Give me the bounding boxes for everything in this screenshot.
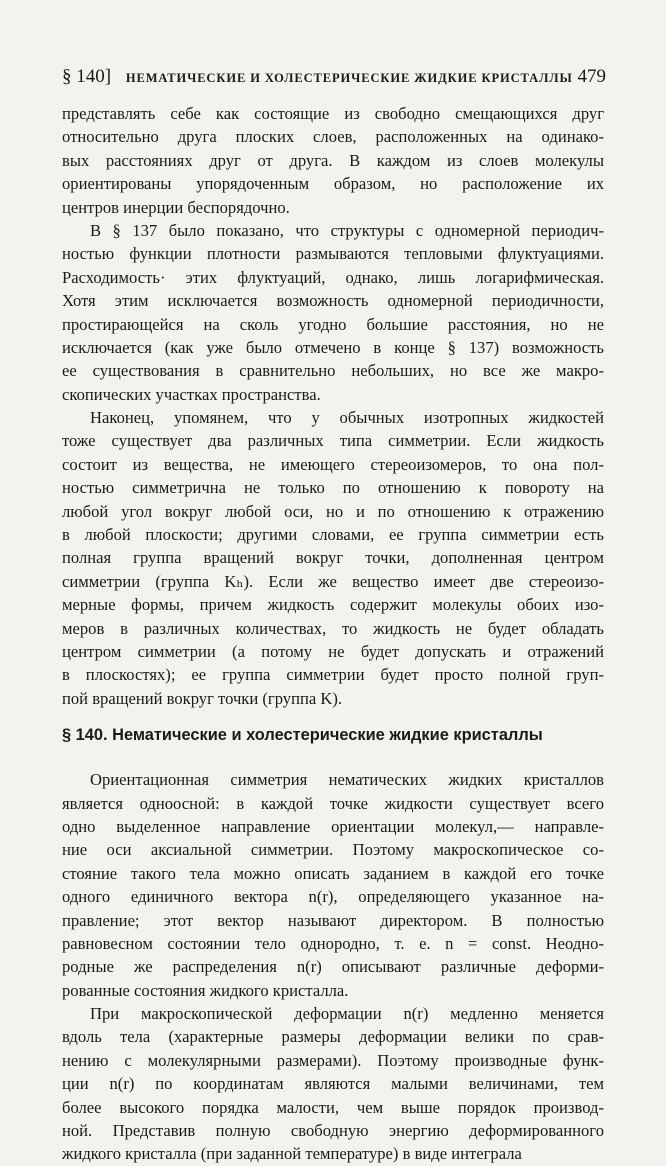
text-line: ной. Представив полную свободную энергию деформированного: [62, 1121, 604, 1141]
text-line: одно выделенное направление ориентации молекул,— направле-: [62, 816, 604, 836]
text-line: родные же распределения n(r) описывают различные деформи-: [62, 957, 604, 977]
text-line: Наконец, упомянем, что у обычных изотропных жидкостей: [90, 408, 604, 428]
text-line: является одноосной: в каждой точке жидкости существует всего: [62, 793, 604, 813]
text-line: равновесном состоянии тело однородно, т. е. n = const. Неодно-: [62, 933, 604, 953]
page-number: 479: [577, 66, 606, 87]
text-line: скопических участках пространства.: [62, 384, 321, 404]
section-heading: § 140. Нематические и холестерические жидкие кристаллы: [62, 726, 543, 745]
text-line: в любой плоскости; другими словами, ее группа симметрии есть: [62, 525, 604, 545]
text-line: нению с молекулярными размерами). Поэтому производные функ-: [62, 1050, 604, 1070]
text-line: центром симметрии (а потому не будет допускать и отражений: [62, 641, 604, 661]
text-line: пой вращений вокруг точки (группа K).: [62, 688, 343, 708]
text-line: жидкого кристалла (при заданной температуре) в виде интеграла: [62, 1144, 522, 1164]
header-section-number: § 140]: [62, 66, 112, 87]
text-line: вдоль тела (характерные размеры деформации велики по срав-: [62, 1027, 604, 1047]
page-body: [62, 102, 604, 1166]
text-line: в плоскостях); ее группа симметрии будет просто полной груп-: [62, 665, 604, 685]
text-line: любой угол вокруг любой оси, но и по отношению к отражению: [62, 501, 604, 521]
text-line: одного единичного вектора n(r), определяющего указанное на-: [62, 887, 604, 907]
text-line: центров инерции беспорядочно.: [62, 197, 290, 217]
text-line: стояние такого тела можно описать заданием в каждой его точке: [62, 863, 604, 883]
text-line: исключается (как уже было отмечено в конце § 137) возможность: [62, 337, 604, 357]
text-line: состоит из вещества, не имеющего стереоизомеров, то она пол-: [62, 454, 604, 474]
text-line: мерные формы, причем жидкость содержит молекулы обоих изо-: [62, 595, 604, 615]
text-line: В § 137 было показано, что структуры с одномерной периодич-: [90, 220, 604, 240]
text-line: Расходимость· этих флуктуаций, однако, лишь логарифмическая.: [62, 267, 604, 287]
paragraph: [62, 1002, 604, 1166]
text-line: Ориентационная симметрия нематических жидких кристаллов: [90, 770, 604, 790]
text-line: ностью симметрична не только по отношению к повороту на: [62, 478, 604, 498]
text-line: представлять себе как состоящие из свободно смещающихся друг: [62, 104, 604, 123]
text-line: полная группа вращений вокруг точки, дополненная центром: [62, 548, 604, 568]
text-line: простирающейся на сколь угодно большие расстояния, но не: [62, 314, 604, 334]
header-title: НЕМАТИЧЕСКИЕ И ХОЛЕСТЕРИЧЕСКИЕ ЖИДКИЕ КРИСТАЛЛЫ: [125, 71, 573, 85]
text-line: рованные состояния жидкого кристалла.: [62, 980, 349, 1000]
text-line: более высокого порядка малости, чем выше порядок производ-: [62, 1097, 604, 1117]
text-line: ностью функции плотности размываются тепловыми флуктуациями.: [62, 244, 604, 264]
paragraph: [62, 406, 604, 710]
text-line: правление; этот вектор называют директором. В полностью: [62, 910, 604, 930]
text-line: ориентированы упорядоченным образом, но расположение их: [62, 174, 604, 194]
paragraph: [62, 768, 604, 1002]
text-line: тоже существует два различных типа симметрии. Если жидкость: [62, 431, 604, 451]
text-line: относительно друга плоских слоев, расположенных на одинако-: [62, 127, 604, 147]
paragraph: [62, 102, 604, 219]
text-line: ее существования в сравнительно небольших, но все же макро-: [62, 361, 604, 381]
paragraph: [62, 219, 604, 406]
running-header: [62, 66, 606, 90]
text-line: меров в различных количествах, то жидкость не будет обладать: [62, 618, 604, 638]
text-line: Хотя этим исключается возможность одномерной периодичности,: [62, 291, 604, 311]
text-line: ние оси аксиальной симметрии. Поэтому макроскопическое со-: [62, 840, 604, 860]
text-line: ции n(r) по координатам являются малыми величинами, тем: [62, 1074, 604, 1094]
text-line: вых расстояниях друг от друга. В каждом из слоев молекулы: [62, 150, 604, 170]
text-line: симметрии (группа Kₕ). Если же вещество имеет две стереоизо-: [62, 571, 604, 591]
text-line: При макроскопической деформации n(r) медленно меняется: [90, 1004, 604, 1024]
